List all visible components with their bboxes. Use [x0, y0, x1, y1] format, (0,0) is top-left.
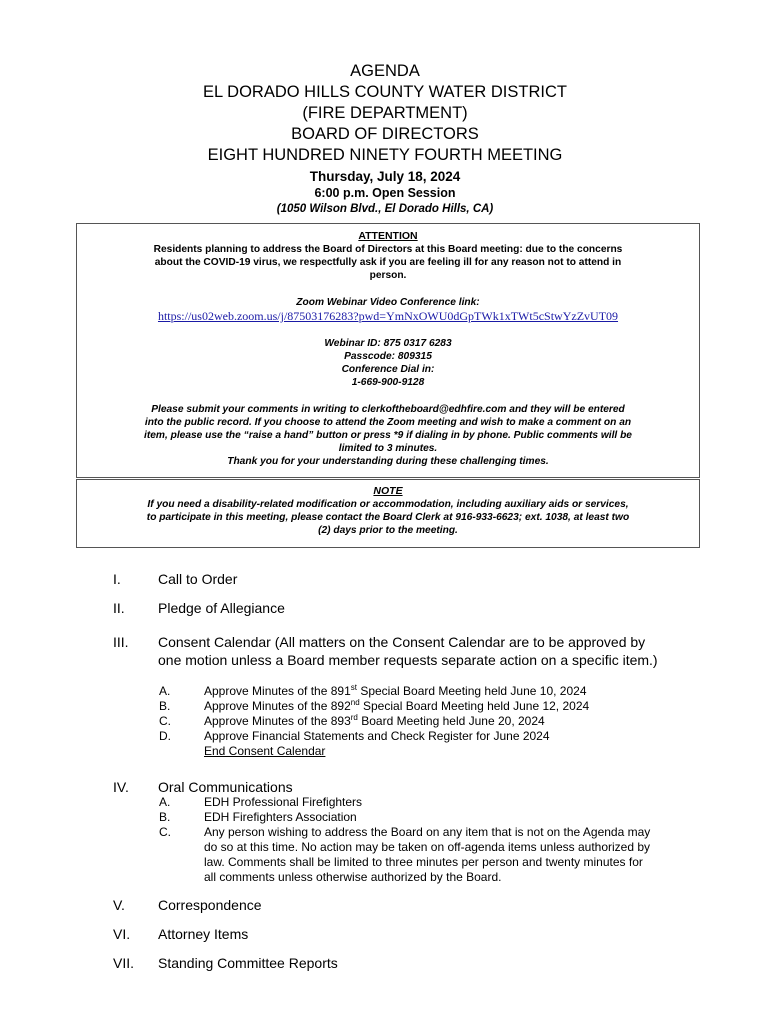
item-number: VII.	[113, 955, 135, 971]
subitem-letter: B.	[159, 810, 171, 824]
comments-line: Please submit your comments in writing to clerkoftheboard@edhfire.com and they will be entered	[151, 403, 625, 415]
oral-item-public-comment: Any person wishing to address the Board on any item that is not on the Agenda may do so at this time. No action may be taken on off-agenda items unless authorized by law. Comments shall be limited to three minutes per person and twenty minutes for all comments unless otherwise authorized by the Board.	[204, 825, 651, 884]
subitem-letter: D.	[159, 729, 171, 743]
item-number: II.	[113, 600, 125, 616]
consent-item-minutes-892: Approve Minutes of the 892nd Special Board Meeting held June 12, 2024	[204, 698, 590, 713]
consent-item-financials: Approve Financial Statements and Check Register for June 2024	[204, 729, 550, 743]
passcode: Passcode: 809315	[344, 351, 432, 363]
attention-notice-line: person.	[369, 270, 407, 282]
meeting-date: Thursday, July 18, 2024	[309, 169, 461, 184]
note-line: to participate in this meeting, please contact the Board Clerk at 916-933-6623; ext. 1038, at least two	[146, 512, 630, 524]
zoom-label: Zoom Webinar Video Conference link:	[296, 296, 480, 308]
item-correspondence: Correspondence	[158, 897, 262, 913]
title-board: BOARD OF DIRECTORS	[291, 125, 479, 143]
comments-line: into the public record. If you choose to attend the Zoom meeting and wish to make a comment on an	[144, 416, 632, 428]
consent-item-minutes-891: Approve Minutes of the 891st Special Board Meeting held June 10, 2024	[204, 683, 587, 698]
agenda-header	[0, 61, 770, 217]
subitem-letter: A.	[159, 684, 171, 698]
attention-notice-line: about the COVID-19 virus, we respectfully ask if you are feeling ill for any reason not to attend in	[154, 257, 622, 269]
consent-item-minutes-893: Approve Minutes of the 893rd Board Meeting held June 20, 2024	[204, 713, 545, 728]
attention-notice-line: Residents planning to address the Board of Directors at this Board meeting: due to the concerns	[153, 244, 623, 255]
oral-item-firefighters-association: EDH Firefighters Association	[204, 810, 357, 824]
title-meeting: EIGHT HUNDRED NINETY FOURTH MEETING	[207, 146, 563, 164]
dial-label: Conference Dial in:	[341, 364, 435, 376]
subitem-letter: A.	[159, 795, 171, 809]
subitem-letter: C.	[159, 825, 171, 839]
title-department: (FIRE DEPARTMENT)	[302, 104, 468, 122]
subitem-letter: B.	[159, 699, 171, 713]
item-attorney-items: Attorney Items	[158, 926, 249, 942]
title-agenda: AGENDA	[350, 62, 420, 80]
meeting-session: 6:00 p.m. Open Session	[314, 186, 456, 200]
item-number: I.	[113, 571, 121, 587]
title-district: EL DORADO HILLS COUNTY WATER DISTRICT	[203, 83, 567, 101]
item-standing-committee-reports: Standing Committee Reports	[158, 955, 338, 971]
attention-box	[76, 223, 700, 478]
note-box	[76, 479, 700, 548]
item-oral-communications: Oral Communications	[158, 779, 293, 795]
item-number: V.	[113, 897, 125, 913]
note-heading: NOTE	[373, 485, 403, 497]
item-pledge: Pledge of Allegiance	[158, 600, 285, 616]
meeting-location: (1050 Wilson Blvd., El Dorado Hills, CA)	[276, 203, 494, 215]
note-line: (2) days prior to the meeting.	[318, 525, 458, 537]
item-consent-calendar: Consent Calendar (All matters on the Consent Calendar are to be approved by one motion unless a Board member requests separate action on a specific item.)	[158, 634, 658, 668]
end-consent-calendar: End Consent Calendar	[204, 744, 326, 758]
thanks-line: Thank you for your understanding during these challenging times.	[227, 456, 549, 468]
dial-number: 1-669-900-9128	[351, 377, 425, 389]
item-call-to-order: Call to Order	[158, 571, 238, 587]
webinar-id: Webinar ID: 875 0317 6283	[324, 337, 452, 349]
note-line: If you need a disability-related modification or accommodation, including auxiliary aids or services,	[147, 499, 629, 510]
comments-line: item, please use the “raise a hand” button or press *9 if dialing in by phone. Public comments will be	[144, 430, 632, 442]
zoom-link[interactable]: https://us02web.zoom.us/j/87503176283?pwd=YmNxOWU0dGpTWk1xTWt5cStwYzZvUT09	[157, 308, 619, 323]
item-number: VI.	[113, 926, 131, 942]
attention-heading: ATTENTION	[358, 230, 418, 242]
item-number: III.	[113, 634, 129, 650]
subitem-letter: C.	[159, 714, 171, 728]
oral-item-professional-firefighters: EDH Professional Firefighters	[204, 795, 363, 809]
item-number: IV.	[113, 779, 129, 795]
comments-line: limited to 3 minutes.	[338, 443, 438, 455]
